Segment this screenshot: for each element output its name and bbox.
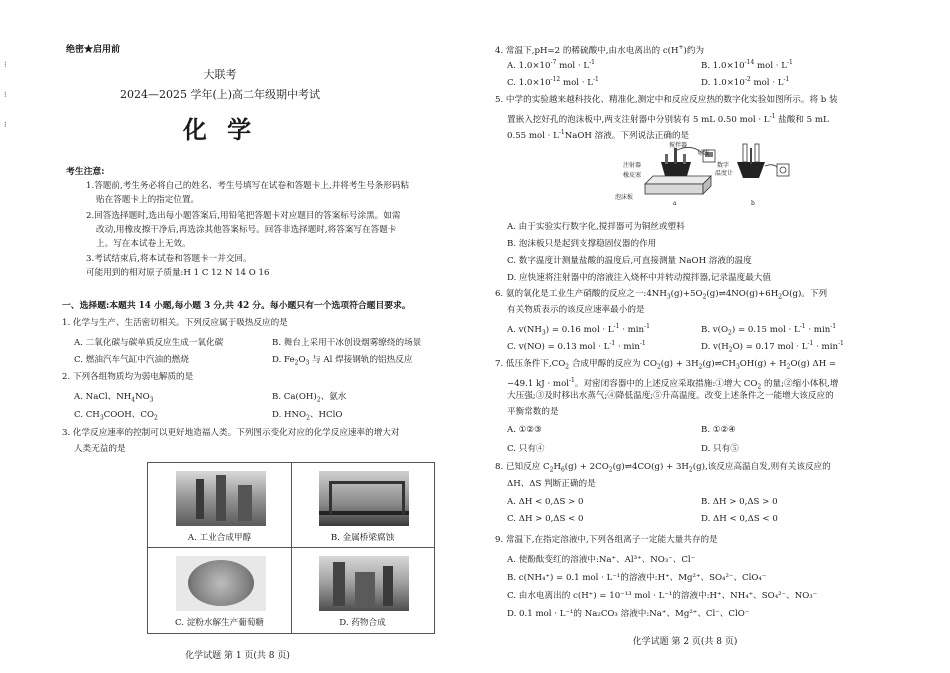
fig-label-stopper: 橡皮塞 <box>623 172 642 179</box>
subject-title: 化 学 <box>182 115 258 144</box>
page-footer: 化学试题 第 2 页(共 8 页) <box>632 637 738 647</box>
q7-option-b: B. ①②④ <box>701 425 736 435</box>
q6-option-d: D. $v(H_2O) = 0.17$ mol · $L^{-1} \cdot \min^{-1}$ <box>701 340 844 354</box>
question-8-stem: 8. 已知反应 $C_2H_6(g)$ + $2CO_2(g)\rightleftharpoons 4CO(g) + 3H_2(g)$,该反应高温自发,则有关该反应的 <box>495 462 831 474</box>
exam-organizer: 大联考 <box>203 68 237 81</box>
binding-margin-mark: ⁝ <box>4 90 7 99</box>
q2-option-c: C. $CH_3COOH$、$CO_2$ <box>74 410 158 422</box>
notice-line: 1.答题前,考生务必将自己的姓名、考生号填写在试卷和答题卡上,并将考生号条形码粘 <box>86 181 410 191</box>
q3-image-grid <box>147 462 435 634</box>
question-5-stem-cont: 置嵌入挖好孔的泡沫板中,两支注射器中分别装有 5 mL 0.50 mol · $L^{-1}$ 盐酸和 5 mL <box>507 113 829 125</box>
fig-label-stirrer: 搅拌器 <box>669 142 688 149</box>
glucose-dish-photo <box>176 556 266 611</box>
q2-option-b: B. $Ca(OH)_2$、氨水 <box>272 392 347 404</box>
q3-option-d-cell <box>291 548 434 636</box>
q5-option-c: C. 数字温度计测量盐酸的温度后,可直接测量 NaOH 溶液的温度 <box>507 256 752 266</box>
q9-option-a: A. 使酚酞变红的溶液中:Na⁺、Al³⁺、NO₃⁻、Cl⁻ <box>507 555 696 565</box>
q3-option-c-caption: C. 淀粉水解生产葡萄糖 <box>174 618 265 628</box>
question-2-stem: 2. 下列各组物质均为弱电解质的是 <box>62 372 194 382</box>
q4-option-d: D. $1.0\times 10^{-2}$ mol · $L^{-1}$ <box>701 76 790 88</box>
binding-margin-mark: ⁝ <box>4 60 7 69</box>
question-6-stem: 6. 氨的氧化是工业生产硝酸的反应之一$:4NH_3(g)+5O_2(g)\rightleftharpoons 4NO(g)+6H_2O(g)$。下列 <box>495 289 828 301</box>
q9-option-d: D. 0.1 mol · L⁻¹的 Na₂CO₃ 溶液中:Na⁺、Mg²⁺、Cl⁻、ClO⁻ <box>507 609 750 619</box>
q1-option-a: A. 二氧化碳与碳单质反应生成一氧化碳 <box>74 338 224 348</box>
q9-option-c: C. 由水电离出的 c(H⁺) = 10⁻¹³ mol · L⁻¹的溶液中:H⁺、NH₄⁺、SO₄²⁻、NO₃⁻ <box>507 591 818 601</box>
q1-option-b: B. 舞台上采用干冰创设烟雾缭绕的场景 <box>272 338 422 348</box>
question-7-stem-cont: 大压强;③及时移出水蒸气;④降低温度;⑤升高温度。改变上述条件之一能增大该反应的 <box>507 391 834 401</box>
q3-option-b-cell <box>291 463 434 551</box>
q3-option-d-caption: D. 药物合成 <box>339 618 386 628</box>
right-page <box>475 0 950 673</box>
q4-option-b: B. $1.0\times 10^{-14}$ mol · $L^{-1}$ <box>701 59 793 71</box>
fig-label-b: b <box>751 200 755 207</box>
q8-option-b: B. ΔH > 0,ΔS > 0 <box>701 497 778 507</box>
q7-option-d: D. 只有⑤ <box>701 444 739 454</box>
fig-label-syringe: 注射器 <box>623 162 642 169</box>
notice-line: 贴在答题卡上的指定位置。 <box>96 195 200 205</box>
fig-label-foam-board: 泡沫板 <box>615 194 634 201</box>
q8-option-c: C. ΔH > 0,ΔS < 0 <box>507 514 584 524</box>
question-6-stem-cont: 有关物质表示的该反应速率最小的是 <box>507 305 645 315</box>
fig-label-a: a <box>673 200 677 207</box>
q3-option-a-caption: A. 工业合成甲醇 <box>187 533 252 543</box>
notice-line: 可能用到的相对原子质量:H 1 C 12 N 14 O 16 <box>86 268 270 278</box>
notice-line: 上。写在本试卷上无效。 <box>96 239 191 249</box>
fig-label-wire: 导线 <box>697 150 710 157</box>
fig-label-digital: 数字 <box>717 162 730 169</box>
q6-option-c: C. v(NO) = 0.13 mol · $L^{-1} \cdot \min^{-1}$ <box>507 340 646 352</box>
q9-option-b: B. c(NH₄⁺) = 0.1 mol · L⁻¹的溶液中:H⁺、Mg²⁺、SO₄²⁻、ClO₄⁻ <box>507 573 767 583</box>
notice-line: 2.回答选择题时,选出每小题答案后,用铅笔把答题卡对应题目的答案标号涂黑。如需 <box>86 211 401 221</box>
q4-option-a: A. $1.0\times 10^{-7}$ mol · $L^{-1}$ <box>507 59 595 71</box>
notice-title: 考生注意: <box>66 167 105 177</box>
q2-option-a: A. NaCl、$NH_4NO_3$ <box>74 392 154 404</box>
q1-option-d: D. $Fe_2O_3$ 与 Al 焊接钢轨的铝热反应 <box>272 355 413 367</box>
page-footer: 化学试题 第 1 页(共 8 页) <box>185 651 290 661</box>
question-5-stem-cont: 0.55 mol · $L^{-1}NaOH$ 溶液。下列说法正确的是 <box>507 129 690 141</box>
corroded-bridge-photo <box>319 471 409 526</box>
question-1-stem: 1. 化学与生产、生活密切相关。下列反应属于吸热反应的是 <box>62 318 288 328</box>
q1-option-c: C. 燃油汽车气缸中汽油的燃烧 <box>74 355 189 365</box>
q5-option-d: D. 应快速将注射器中的溶液注入烧杯中并转动搅拌器,记录温度最大值 <box>507 273 771 283</box>
q8-option-a: A. ΔH < 0,ΔS > 0 <box>507 497 584 507</box>
confidential-mark: 绝密★启用前 <box>66 45 121 55</box>
question-7-stem-cont: −49.1 kJ · mol$^{-1}$。对密闭容器中的上述反应采取措施:①增大 $CO_2$ 的量;②缩小体积,增 <box>507 377 839 391</box>
question-8-stem-cont: ΔH、ΔS 判断正确的是 <box>507 479 596 489</box>
question-7-stem: 7. 低压条件下$,CO_2$ 合成甲醇的反应为 $CO_2(g)$ + $3H_2(g)\rightleftharpoons CH_3OH(g) + H_2O(g) \Delta H$ = <box>495 359 837 371</box>
fig-label-thermometer: 温度计 <box>715 170 734 177</box>
section-heading: 一、选择题:本题共 14 小题,每小题 3 分,共 42 分。每小题只有一个选项符合题目要求。 <box>62 301 411 311</box>
q7-option-a: A. ①②③ <box>507 425 542 435</box>
question-7-stem-cont: 平衡常数的是 <box>507 407 559 417</box>
q5-option-b: B. 泡沫板只是起到支撑稳固仪器的作用 <box>507 239 657 249</box>
q8-option-d: D. ΔH < 0,ΔS < 0 <box>701 514 778 524</box>
q4-option-c: C. $1.0\times 10^{-12}$ mol · $L^{-1}$ <box>507 76 599 88</box>
question-3-stem-cont: 人类无益的是 <box>74 444 126 454</box>
q7-option-c: C. 只有④ <box>507 444 545 454</box>
question-3-stem: 3. 化学反应速率的控制可以更好地造福人类。下列图示变化对应的化学反应速率的增大对 <box>62 428 400 438</box>
q3-option-c-cell <box>148 548 291 636</box>
q3-option-b-caption: B. 金属桥梁腐蚀 <box>330 533 395 543</box>
exam-title: 2024—2025 学年(上)高二年级期中考试 <box>119 88 321 101</box>
q2-option-d: D. $HNO_2$、HClO <box>272 410 343 422</box>
notice-line: 改动,用橡皮擦干净后,再选涂其他答案标号。回答非选择题时,将答案写在答题卡 <box>96 225 397 235</box>
q5-apparatus-figure <box>615 140 795 212</box>
notice-line: 3.考试结束后,将本试卷和答题卡一并交回。 <box>86 254 252 264</box>
question-4-stem: 4. 常温下,pH=2 的稀硫酸中,由水电离出的 c(H+)约为 <box>495 44 705 56</box>
binding-margin-mark: ⁝ <box>4 120 7 129</box>
q6-option-a: A. $v(NH_3) = 0.16$ mol · $L^{-1} \cdot \min^{-1}$ <box>507 323 650 337</box>
question-5-stem: 5. 中学的实验越来越科技化、精准化,测定中和反应反应热的数字化实验如图所示。将 b 装 <box>495 95 838 105</box>
q5-option-a: A. 由于实验实行数字化,搅拌器可为铜丝或塑料 <box>507 222 685 232</box>
q3-option-a-cell <box>148 463 291 551</box>
q6-option-b: B. $v(O_2) = 0.15$ mol · $L^{-1} \cdot \min^{-1}$ <box>701 323 837 337</box>
pharmaceutical-plant-photo <box>319 556 409 611</box>
question-9-stem: 9. 常温下,在指定溶液中,下列各组离子一定能大量共存的是 <box>495 535 718 545</box>
methanol-plant-photo <box>176 471 266 526</box>
